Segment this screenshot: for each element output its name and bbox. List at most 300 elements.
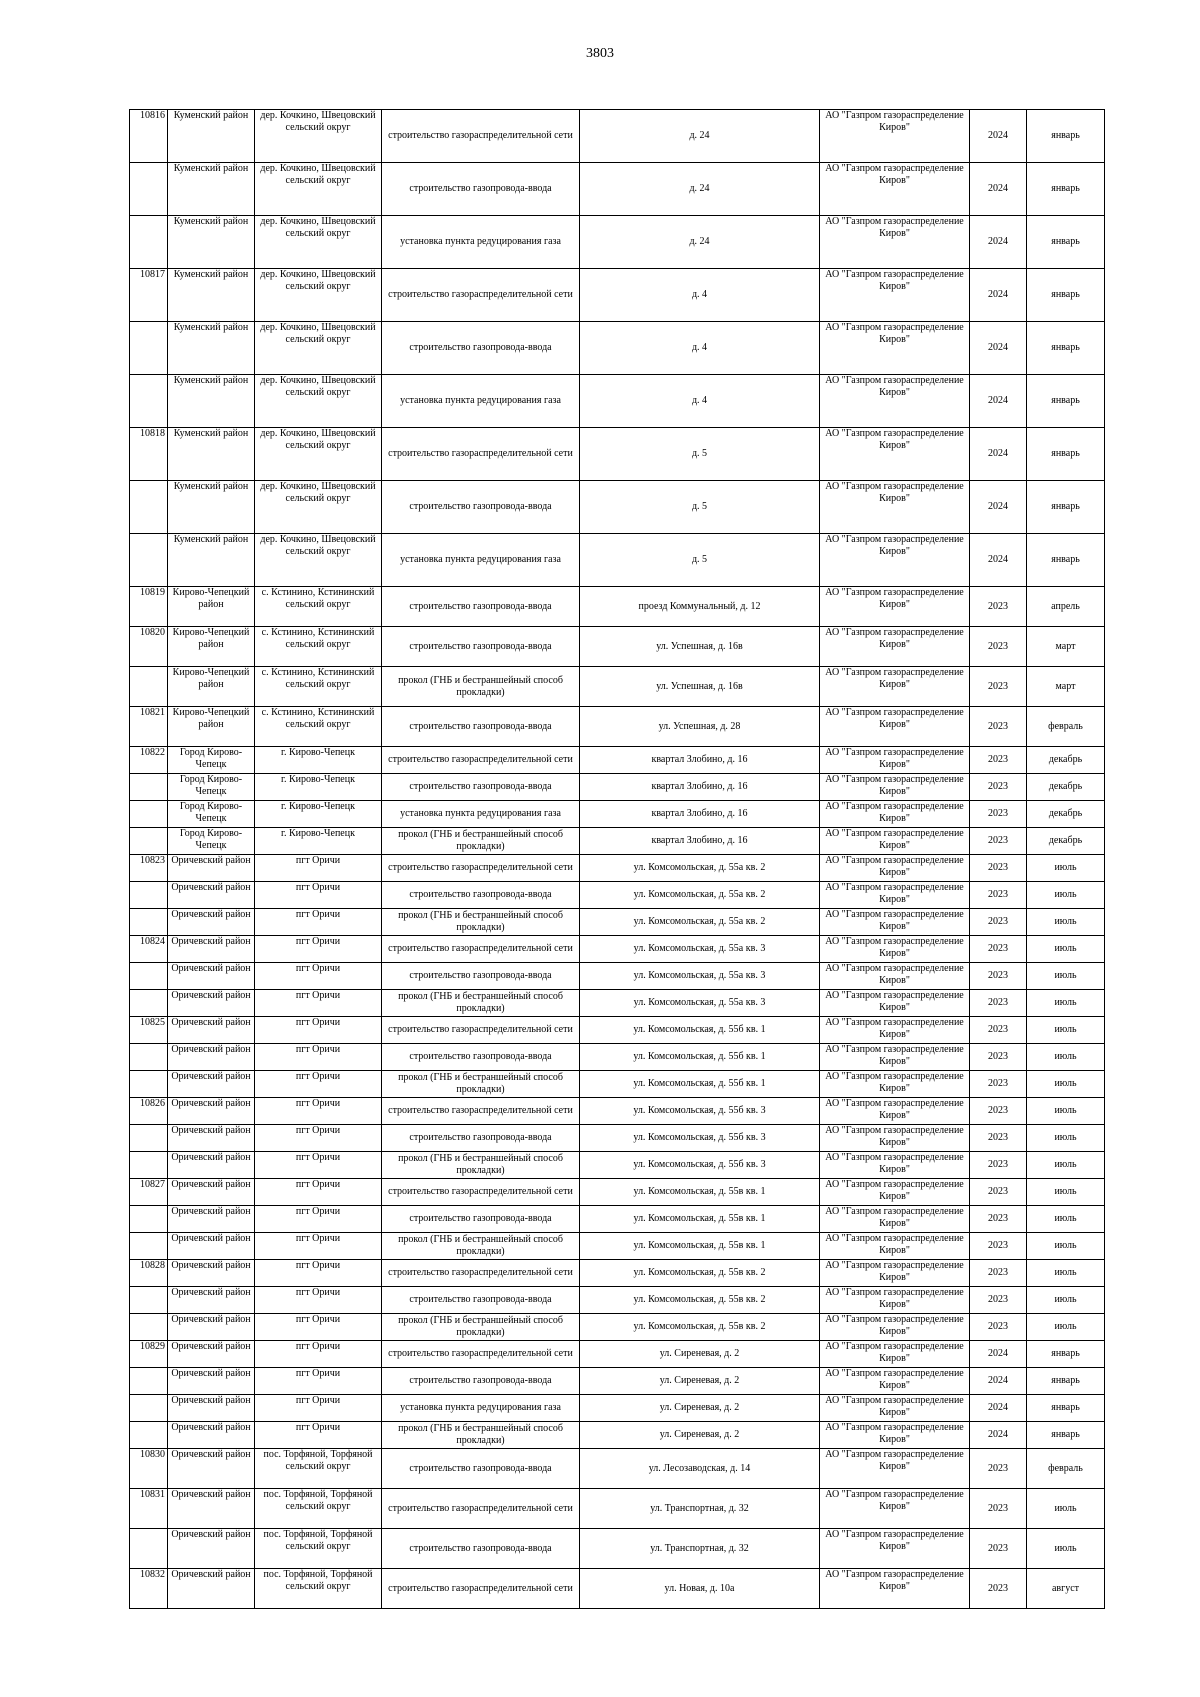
address-cell: квартал Злобино, д. 16 (580, 828, 820, 855)
year-cell: 2023 (970, 801, 1027, 828)
work-type-cell: строительство газопровода-ввода (382, 774, 580, 801)
table-row (130, 1098, 1105, 1125)
address-cell: д. 4 (580, 269, 820, 322)
address-cell: квартал Злобино, д. 16 (580, 774, 820, 801)
address-cell: д. 5 (580, 428, 820, 481)
organization-cell: АО "Газпром газораспределение Киров" (820, 828, 970, 855)
organization-cell: АО "Газпром газораспределение Киров" (820, 1125, 970, 1152)
address-cell: ул. Сиреневая, д. 2 (580, 1422, 820, 1449)
month-cell: январь (1027, 269, 1105, 322)
organization-cell: АО "Газпром газораспределение Киров" (820, 1489, 970, 1529)
address-cell: ул. Комсомольская, д. 55а кв. 2 (580, 855, 820, 882)
row-number (130, 1287, 168, 1314)
row-number (130, 667, 168, 707)
locality-cell: пгт Оричи (255, 882, 382, 909)
month-cell: июль (1027, 1489, 1105, 1529)
month-cell: июль (1027, 1044, 1105, 1071)
organization-cell: АО "Газпром газораспределение Киров" (820, 1179, 970, 1206)
organization-cell: АО "Газпром газораспределение Киров" (820, 1569, 970, 1609)
month-cell: февраль (1027, 707, 1105, 747)
table-row (130, 269, 1105, 322)
address-cell: ул. Комсомольская, д. 55б кв. 1 (580, 1017, 820, 1044)
address-cell: ул. Комсомольская, д. 55б кв. 3 (580, 1125, 820, 1152)
year-cell: 2024 (970, 269, 1027, 322)
year-cell: 2023 (970, 1071, 1027, 1098)
row-number (130, 1044, 168, 1071)
row-number: 10818 (130, 428, 168, 481)
month-cell: январь (1027, 322, 1105, 375)
organization-cell: АО "Газпром газораспределение Киров" (820, 1017, 970, 1044)
work-type-cell: строительство газопровода-ввода (382, 587, 580, 627)
table-row (130, 587, 1105, 627)
table-row (130, 1260, 1105, 1287)
month-cell: февраль (1027, 1449, 1105, 1489)
table-row (130, 667, 1105, 707)
address-cell: ул. Сиреневая, д. 2 (580, 1395, 820, 1422)
organization-cell: АО "Газпром газораспределение Киров" (820, 534, 970, 587)
table-row (130, 1044, 1105, 1071)
organization-cell: АО "Газпром газораспределение Киров" (820, 1314, 970, 1341)
address-cell: ул. Комсомольская, д. 55а кв. 3 (580, 936, 820, 963)
row-number: 10831 (130, 1489, 168, 1529)
table-row (130, 1179, 1105, 1206)
work-type-cell: строительство газораспределительной сети (382, 110, 580, 163)
year-cell: 2023 (970, 627, 1027, 667)
row-number (130, 1152, 168, 1179)
work-type-cell: строительство газопровода-ввода (382, 882, 580, 909)
locality-cell: дер. Кочкино, Швецовский сельский округ (255, 534, 382, 587)
organization-cell: АО "Газпром газораспределение Киров" (820, 1233, 970, 1260)
district-cell: Кирово-Чепецкий район (168, 667, 255, 707)
address-cell: д. 5 (580, 534, 820, 587)
address-cell: д. 4 (580, 375, 820, 428)
address-cell: ул. Комсомольская, д. 55б кв. 1 (580, 1044, 820, 1071)
table-row (130, 1529, 1105, 1569)
organization-cell: АО "Газпром газораспределение Киров" (820, 747, 970, 774)
district-cell: Оричевский район (168, 1368, 255, 1395)
year-cell: 2024 (970, 375, 1027, 428)
table-row (130, 1489, 1105, 1529)
organization-cell: АО "Газпром газораспределение Киров" (820, 110, 970, 163)
year-cell: 2024 (970, 1395, 1027, 1422)
district-cell: Город Кирово-Чепецк (168, 774, 255, 801)
work-type-cell: строительство газораспределительной сети (382, 1017, 580, 1044)
work-type-cell: строительство газораспределительной сети (382, 936, 580, 963)
locality-cell: г. Кирово-Чепецк (255, 747, 382, 774)
address-cell: д. 5 (580, 481, 820, 534)
locality-cell: с. Кстинино, Кстининский сельский округ (255, 587, 382, 627)
table-row (130, 481, 1105, 534)
row-number (130, 1314, 168, 1341)
table-row (130, 1314, 1105, 1341)
row-number: 10817 (130, 269, 168, 322)
organization-cell: АО "Газпром газораспределение Киров" (820, 481, 970, 534)
row-number: 10822 (130, 747, 168, 774)
table-row (130, 855, 1105, 882)
locality-cell: пгт Оричи (255, 1395, 382, 1422)
organization-cell: АО "Газпром газораспределение Киров" (820, 1152, 970, 1179)
district-cell: Оричевский район (168, 1206, 255, 1233)
district-cell: Оричевский район (168, 1287, 255, 1314)
year-cell: 2023 (970, 667, 1027, 707)
month-cell: январь (1027, 110, 1105, 163)
table-row (130, 909, 1105, 936)
table-row (130, 627, 1105, 667)
district-cell: Куменский район (168, 110, 255, 163)
organization-cell: АО "Газпром газораспределение Киров" (820, 269, 970, 322)
locality-cell: г. Кирово-Чепецк (255, 774, 382, 801)
address-cell: ул. Комсомольская, д. 55в кв. 2 (580, 1287, 820, 1314)
row-number (130, 163, 168, 216)
locality-cell: пгт Оричи (255, 1341, 382, 1368)
locality-cell: дер. Кочкино, Швецовский сельский округ (255, 428, 382, 481)
year-cell: 2023 (970, 990, 1027, 1017)
address-cell: ул. Новая, д. 10а (580, 1569, 820, 1609)
year-cell: 2023 (970, 1489, 1027, 1529)
year-cell: 2023 (970, 828, 1027, 855)
table-row (130, 828, 1105, 855)
organization-cell: АО "Газпром газораспределение Киров" (820, 963, 970, 990)
address-cell: ул. Успешная, д. 28 (580, 707, 820, 747)
row-number (130, 481, 168, 534)
table-row (130, 110, 1105, 163)
year-cell: 2023 (970, 1233, 1027, 1260)
table-row (130, 963, 1105, 990)
table-row (130, 428, 1105, 481)
row-number: 10832 (130, 1569, 168, 1609)
organization-cell: АО "Газпром газораспределение Киров" (820, 1287, 970, 1314)
address-cell: ул. Комсомольская, д. 55в кв. 2 (580, 1260, 820, 1287)
row-number: 10830 (130, 1449, 168, 1489)
month-cell: июль (1027, 963, 1105, 990)
work-type-cell: строительство газопровода-ввода (382, 1206, 580, 1233)
address-cell: ул. Комсомольская, д. 55а кв. 3 (580, 990, 820, 1017)
address-cell: ул. Успешная, д. 16в (580, 667, 820, 707)
work-type-cell: строительство газопровода-ввода (382, 1368, 580, 1395)
year-cell: 2023 (970, 1017, 1027, 1044)
address-cell: д. 24 (580, 110, 820, 163)
work-type-cell: прокол (ГНБ и бестраншейный способ прокладки) (382, 1314, 580, 1341)
year-cell: 2024 (970, 534, 1027, 587)
year-cell: 2023 (970, 855, 1027, 882)
table-row (130, 990, 1105, 1017)
address-cell: ул. Комсомольская, д. 55б кв. 3 (580, 1098, 820, 1125)
district-cell: Кирово-Чепецкий район (168, 587, 255, 627)
district-cell: Оричевский район (168, 1314, 255, 1341)
district-cell: Оричевский район (168, 1569, 255, 1609)
row-number: 10821 (130, 707, 168, 747)
address-cell: ул. Сиреневая, д. 2 (580, 1341, 820, 1368)
organization-cell: АО "Газпром газораспределение Киров" (820, 774, 970, 801)
work-type-cell: строительство газопровода-ввода (382, 707, 580, 747)
month-cell: январь (1027, 1368, 1105, 1395)
district-cell: Куменский район (168, 375, 255, 428)
year-cell: 2023 (970, 1569, 1027, 1609)
organization-cell: АО "Газпром газораспределение Киров" (820, 587, 970, 627)
locality-cell: пгт Оричи (255, 1125, 382, 1152)
organization-cell: АО "Газпром газораспределение Киров" (820, 1368, 970, 1395)
year-cell: 2023 (970, 747, 1027, 774)
month-cell: июль (1027, 855, 1105, 882)
table-row (130, 216, 1105, 269)
table-row (130, 1017, 1105, 1044)
table-row (130, 1422, 1105, 1449)
month-cell: июль (1027, 1529, 1105, 1569)
month-cell: июль (1027, 1179, 1105, 1206)
work-type-cell: строительство газораспределительной сети (382, 1341, 580, 1368)
district-cell: Куменский район (168, 428, 255, 481)
locality-cell: с. Кстинино, Кстининский сельский округ (255, 627, 382, 667)
district-cell: Кирово-Чепецкий район (168, 707, 255, 747)
organization-cell: АО "Газпром газораспределение Киров" (820, 1044, 970, 1071)
locality-cell: пгт Оричи (255, 1206, 382, 1233)
year-cell: 2023 (970, 774, 1027, 801)
row-number (130, 1529, 168, 1569)
address-cell: д. 24 (580, 216, 820, 269)
work-type-cell: строительство газораспределительной сети (382, 1489, 580, 1529)
year-cell: 2023 (970, 587, 1027, 627)
table-row (130, 936, 1105, 963)
district-cell: Оричевский район (168, 1071, 255, 1098)
organization-cell: АО "Газпром газораспределение Киров" (820, 1206, 970, 1233)
month-cell: январь (1027, 163, 1105, 216)
work-type-cell: строительство газораспределительной сети (382, 1260, 580, 1287)
locality-cell: пос. Торфяной, Торфяной сельский округ (255, 1529, 382, 1569)
district-cell: Оричевский район (168, 1341, 255, 1368)
year-cell: 2024 (970, 481, 1027, 534)
row-number (130, 1125, 168, 1152)
organization-cell: АО "Газпром газораспределение Киров" (820, 428, 970, 481)
row-number (130, 1071, 168, 1098)
organization-cell: АО "Газпром газораспределение Киров" (820, 667, 970, 707)
organization-cell: АО "Газпром газораспределение Киров" (820, 1260, 970, 1287)
row-number (130, 882, 168, 909)
registry-table (129, 109, 1105, 1609)
organization-cell: АО "Газпром газораспределение Киров" (820, 1098, 970, 1125)
row-number (130, 909, 168, 936)
district-cell: Кирово-Чепецкий район (168, 627, 255, 667)
work-type-cell: строительство газопровода-ввода (382, 322, 580, 375)
table-row (130, 1287, 1105, 1314)
month-cell: январь (1027, 1422, 1105, 1449)
table-row (130, 882, 1105, 909)
organization-cell: АО "Газпром газораспределение Киров" (820, 375, 970, 428)
locality-cell: дер. Кочкино, Швецовский сельский округ (255, 110, 382, 163)
locality-cell: пгт Оричи (255, 1044, 382, 1071)
row-number: 10829 (130, 1341, 168, 1368)
district-cell: Оричевский район (168, 1260, 255, 1287)
district-cell: Оричевский район (168, 936, 255, 963)
year-cell: 2023 (970, 963, 1027, 990)
month-cell: июль (1027, 1314, 1105, 1341)
month-cell: январь (1027, 1341, 1105, 1368)
row-number (130, 990, 168, 1017)
year-cell: 2023 (970, 1206, 1027, 1233)
table-row (130, 1233, 1105, 1260)
locality-cell: пгт Оричи (255, 855, 382, 882)
work-type-cell: строительство газораспределительной сети (382, 855, 580, 882)
row-number (130, 1422, 168, 1449)
month-cell: июль (1027, 909, 1105, 936)
organization-cell: АО "Газпром газораспределение Киров" (820, 855, 970, 882)
organization-cell: АО "Газпром газораспределение Киров" (820, 909, 970, 936)
work-type-cell: установка пункта редуцирования газа (382, 1395, 580, 1422)
row-number (130, 801, 168, 828)
row-number: 10827 (130, 1179, 168, 1206)
locality-cell: пгт Оричи (255, 963, 382, 990)
district-cell: Куменский район (168, 481, 255, 534)
work-type-cell: прокол (ГНБ и бестраншейный способ прокладки) (382, 828, 580, 855)
work-type-cell: строительство газопровода-ввода (382, 963, 580, 990)
year-cell: 2023 (970, 1260, 1027, 1287)
locality-cell: дер. Кочкино, Швецовский сельский округ (255, 216, 382, 269)
row-number (130, 1233, 168, 1260)
work-type-cell: строительство газопровода-ввода (382, 1125, 580, 1152)
table-row (130, 1569, 1105, 1609)
locality-cell: дер. Кочкино, Швецовский сельский округ (255, 481, 382, 534)
table-row (130, 1341, 1105, 1368)
work-type-cell: строительство газопровода-ввода (382, 1449, 580, 1489)
work-type-cell: строительство газопровода-ввода (382, 163, 580, 216)
work-type-cell: прокол (ГНБ и бестраншейный способ прокладки) (382, 1071, 580, 1098)
year-cell: 2024 (970, 322, 1027, 375)
table-row (130, 1206, 1105, 1233)
district-cell: Город Кирово-Чепецк (168, 801, 255, 828)
locality-cell: дер. Кочкино, Швецовский сельский округ (255, 163, 382, 216)
table-row (130, 801, 1105, 828)
district-cell: Оричевский район (168, 1098, 255, 1125)
organization-cell: АО "Газпром газораспределение Киров" (820, 627, 970, 667)
year-cell: 2023 (970, 1125, 1027, 1152)
work-type-cell: строительство газопровода-ввода (382, 1529, 580, 1569)
district-cell: Оричевский район (168, 990, 255, 1017)
organization-cell: АО "Газпром газораспределение Киров" (820, 801, 970, 828)
table-row (130, 375, 1105, 428)
table-row (130, 322, 1105, 375)
row-number: 10823 (130, 855, 168, 882)
month-cell: июль (1027, 1287, 1105, 1314)
district-cell: Куменский район (168, 534, 255, 587)
locality-cell: пгт Оричи (255, 1179, 382, 1206)
year-cell: 2024 (970, 1341, 1027, 1368)
row-number: 10816 (130, 110, 168, 163)
address-cell: ул. Комсомольская, д. 55б кв. 1 (580, 1071, 820, 1098)
table-row (130, 1449, 1105, 1489)
district-cell: Куменский район (168, 216, 255, 269)
year-cell: 2023 (970, 1044, 1027, 1071)
month-cell: январь (1027, 428, 1105, 481)
row-number: 10820 (130, 627, 168, 667)
district-cell: Куменский район (168, 322, 255, 375)
locality-cell: пгт Оричи (255, 1233, 382, 1260)
month-cell: июль (1027, 1233, 1105, 1260)
work-type-cell: установка пункта редуцирования газа (382, 801, 580, 828)
locality-cell: дер. Кочкино, Швецовский сельский округ (255, 375, 382, 428)
row-number: 10819 (130, 587, 168, 627)
month-cell: январь (1027, 534, 1105, 587)
address-cell: ул. Комсомольская, д. 55а кв. 3 (580, 963, 820, 990)
work-type-cell: строительство газораспределительной сети (382, 1569, 580, 1609)
address-cell: ул. Комсомольская, д. 55в кв. 1 (580, 1179, 820, 1206)
month-cell: июль (1027, 1152, 1105, 1179)
district-cell: Оричевский район (168, 1233, 255, 1260)
district-cell: Оричевский район (168, 1449, 255, 1489)
address-cell: д. 4 (580, 322, 820, 375)
row-number: 10824 (130, 936, 168, 963)
work-type-cell: прокол (ГНБ и бестраншейный способ прокладки) (382, 1422, 580, 1449)
work-type-cell: строительство газопровода-ввода (382, 627, 580, 667)
locality-cell: пос. Торфяной, Торфяной сельский округ (255, 1569, 382, 1609)
locality-cell: пгт Оричи (255, 1071, 382, 1098)
year-cell: 2024 (970, 216, 1027, 269)
work-type-cell: прокол (ГНБ и бестраншейный способ прокладки) (382, 1152, 580, 1179)
row-number: 10825 (130, 1017, 168, 1044)
district-cell: Оричевский район (168, 1395, 255, 1422)
month-cell: март (1027, 667, 1105, 707)
district-cell: Оричевский район (168, 882, 255, 909)
address-cell: ул. Транспортная, д. 32 (580, 1489, 820, 1529)
row-number (130, 534, 168, 587)
table-row (130, 774, 1105, 801)
work-type-cell: прокол (ГНБ и бестраншейный способ прокладки) (382, 667, 580, 707)
district-cell: Оричевский район (168, 1044, 255, 1071)
organization-cell: АО "Газпром газораспределение Киров" (820, 1422, 970, 1449)
year-cell: 2023 (970, 1152, 1027, 1179)
organization-cell: АО "Газпром газораспределение Киров" (820, 707, 970, 747)
address-cell: ул. Комсомольская, д. 55в кв. 2 (580, 1314, 820, 1341)
address-cell: ул. Сиреневая, д. 2 (580, 1368, 820, 1395)
month-cell: март (1027, 627, 1105, 667)
locality-cell: пос. Торфяной, Торфяной сельский округ (255, 1449, 382, 1489)
organization-cell: АО "Газпром газораспределение Киров" (820, 322, 970, 375)
district-cell: Оричевский район (168, 855, 255, 882)
month-cell: июль (1027, 936, 1105, 963)
table-row (130, 707, 1105, 747)
month-cell: декабрь (1027, 801, 1105, 828)
row-number: 10828 (130, 1260, 168, 1287)
district-cell: Куменский район (168, 269, 255, 322)
year-cell: 2024 (970, 428, 1027, 481)
year-cell: 2023 (970, 936, 1027, 963)
work-type-cell: строительство газопровода-ввода (382, 1287, 580, 1314)
locality-cell: дер. Кочкино, Швецовский сельский округ (255, 322, 382, 375)
month-cell: июль (1027, 1098, 1105, 1125)
row-number (130, 828, 168, 855)
organization-cell: АО "Газпром газораспределение Киров" (820, 1395, 970, 1422)
locality-cell: пгт Оричи (255, 1287, 382, 1314)
table-row (130, 1368, 1105, 1395)
work-type-cell: прокол (ГНБ и бестраншейный способ прокладки) (382, 909, 580, 936)
organization-cell: АО "Газпром газораспределение Киров" (820, 990, 970, 1017)
row-number (130, 375, 168, 428)
locality-cell: г. Кирово-Чепецк (255, 801, 382, 828)
address-cell: ул. Комсомольская, д. 55в кв. 1 (580, 1206, 820, 1233)
organization-cell: АО "Газпром газораспределение Киров" (820, 163, 970, 216)
organization-cell: АО "Газпром газораспределение Киров" (820, 936, 970, 963)
row-number (130, 216, 168, 269)
address-cell: проезд Коммунальный, д. 12 (580, 587, 820, 627)
address-cell: ул. Транспортная, д. 32 (580, 1529, 820, 1569)
locality-cell: пгт Оричи (255, 1152, 382, 1179)
organization-cell: АО "Газпром газораспределение Киров" (820, 1529, 970, 1569)
row-number (130, 322, 168, 375)
table-row (130, 1071, 1105, 1098)
address-cell: ул. Успешная, д. 16в (580, 627, 820, 667)
year-cell: 2023 (970, 1314, 1027, 1341)
year-cell: 2023 (970, 707, 1027, 747)
work-type-cell: установка пункта редуцирования газа (382, 534, 580, 587)
work-type-cell: строительство газораспределительной сети (382, 1179, 580, 1206)
